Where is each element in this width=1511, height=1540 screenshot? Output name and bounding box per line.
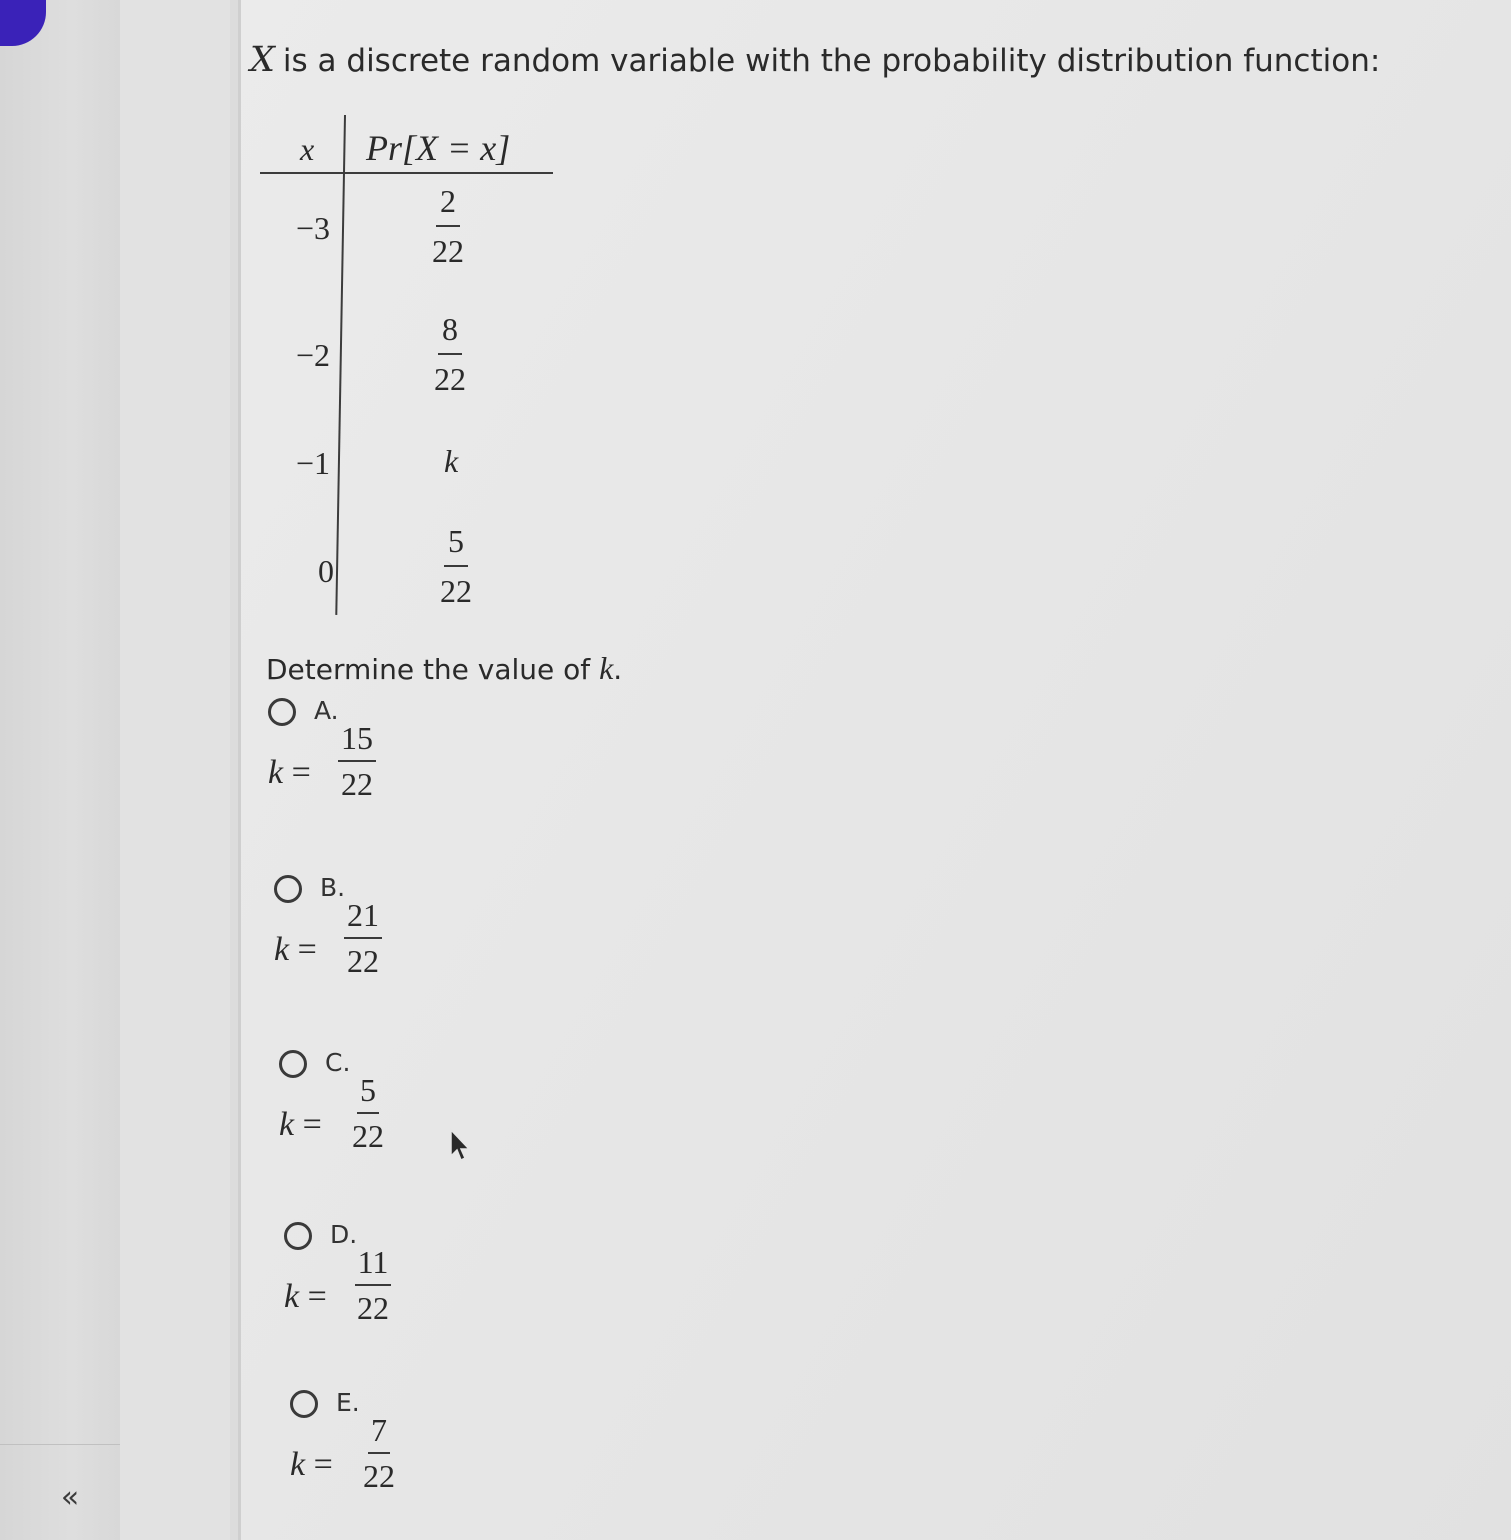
fraction-numerator: 8 xyxy=(438,313,462,355)
table-row-probability xyxy=(430,313,470,395)
table-header-rule xyxy=(260,172,553,174)
table-header-probability: Pr[X = x] xyxy=(366,128,511,168)
radio-unselected-icon[interactable] xyxy=(274,875,302,903)
option-equation-lhs xyxy=(284,1278,327,1316)
brand-badge xyxy=(0,0,46,46)
option-letter: B. xyxy=(320,873,346,902)
table-row-x: 0 xyxy=(318,553,334,589)
option-equation-lhs xyxy=(274,931,317,969)
fraction-denominator: 22 xyxy=(440,573,472,609)
equals-sign: = xyxy=(297,931,317,968)
left-sidebar xyxy=(0,0,121,1540)
option-letter: C. xyxy=(325,1048,351,1077)
fraction-denominator: 22 xyxy=(352,1118,384,1154)
fraction-numerator: 15 xyxy=(338,722,376,762)
option-letter: E. xyxy=(336,1388,360,1417)
prompt-text: Determine the value of xyxy=(266,653,591,686)
option-variable: k xyxy=(268,754,284,791)
option-fraction xyxy=(344,899,382,977)
equals-sign: = xyxy=(302,1106,322,1143)
answer-option-c[interactable] xyxy=(279,1050,539,1200)
radio-unselected-icon[interactable] xyxy=(268,698,296,726)
radio-unselected-icon[interactable] xyxy=(284,1222,312,1250)
distribution-table xyxy=(260,115,560,620)
table-row-probability xyxy=(428,185,468,267)
prompt-period: . xyxy=(613,653,623,686)
fraction-numerator: 5 xyxy=(444,525,468,567)
answer-option-b[interactable] xyxy=(274,875,534,1025)
equals-sign: = xyxy=(291,754,311,791)
table-row-probability xyxy=(436,525,476,607)
random-variable: X xyxy=(250,40,275,80)
equals-sign: = xyxy=(307,1278,327,1315)
answer-option-d[interactable] xyxy=(284,1222,544,1372)
sidebar-divider xyxy=(0,1444,120,1445)
option-equation-lhs xyxy=(279,1106,322,1144)
collapse-sidebar-button[interactable] xyxy=(50,1478,90,1518)
option-fraction xyxy=(338,722,376,800)
radio-unselected-icon[interactable] xyxy=(279,1050,307,1078)
fraction-denominator: 22 xyxy=(357,1290,389,1326)
fraction-numerator: 11 xyxy=(355,1246,392,1286)
option-variable: k xyxy=(284,1278,300,1315)
option-variable: k xyxy=(290,1446,306,1483)
table-header-x: x xyxy=(300,131,315,167)
equals-sign: = xyxy=(313,1446,333,1483)
option-fraction xyxy=(360,1414,398,1492)
mouse-pointer-icon xyxy=(448,1128,472,1164)
fraction-denominator: 22 xyxy=(341,766,373,802)
fraction-numerator: 2 xyxy=(436,185,460,227)
answer-option-a[interactable] xyxy=(268,698,528,848)
table-row-probability-unknown: k xyxy=(444,443,459,479)
fraction-numerator: 7 xyxy=(368,1414,390,1454)
table-row-x: −3 xyxy=(295,210,330,246)
table-vertical-rule xyxy=(335,115,346,615)
fraction-denominator: 22 xyxy=(432,233,464,269)
double-chevron-left-icon: « xyxy=(60,1480,80,1515)
fraction-denominator: 22 xyxy=(347,943,379,979)
option-fraction xyxy=(349,1074,387,1152)
option-variable: k xyxy=(274,931,290,968)
question-title-text: is a discrete random variable with the probability distribution function: xyxy=(282,43,1381,79)
option-equation-lhs xyxy=(268,754,311,792)
question-title xyxy=(250,40,1380,80)
prompt-variable: k xyxy=(599,650,614,686)
question-prompt xyxy=(266,650,622,687)
option-letter: D. xyxy=(330,1220,358,1249)
table-row-x: −2 xyxy=(295,337,330,373)
radio-unselected-icon[interactable] xyxy=(290,1390,318,1418)
fraction-numerator: 5 xyxy=(357,1074,379,1114)
option-equation-lhs xyxy=(290,1446,333,1484)
fraction-denominator: 22 xyxy=(363,1458,395,1494)
option-variable: k xyxy=(279,1106,295,1143)
option-letter: A. xyxy=(314,696,339,725)
fraction-numerator: 21 xyxy=(344,899,382,939)
gutter xyxy=(120,0,230,1540)
answer-option-e[interactable] xyxy=(290,1390,550,1540)
fraction-denominator: 22 xyxy=(434,361,466,397)
table-row-x: −1 xyxy=(295,445,330,481)
option-fraction xyxy=(354,1246,392,1324)
